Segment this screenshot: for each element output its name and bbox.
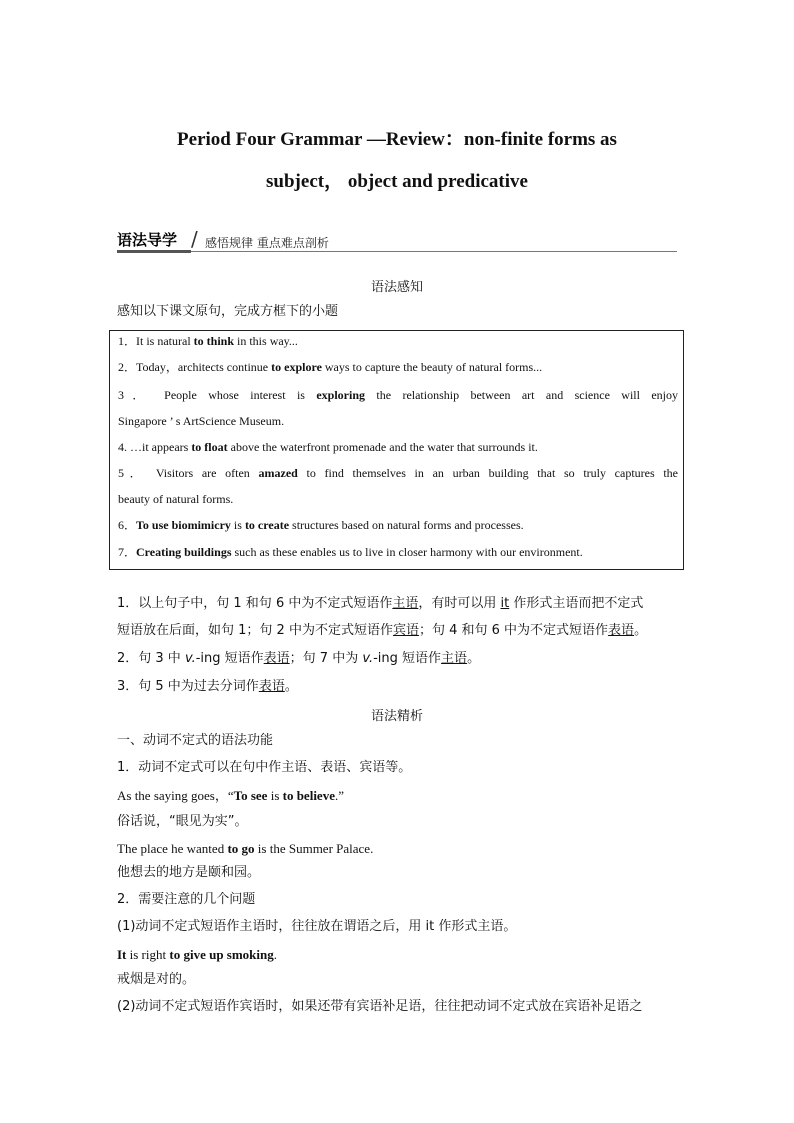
box-sentence-2: 2．Today，architects continue to explore ways to capture the beauty of natural forms... (118, 360, 543, 374)
box-sentence-5: 5． Visitors are often amazed to find themselves in an urban building that so truly captures the (118, 466, 679, 480)
answer-3: 3．句 5 中为过去分词作表语。 (117, 679, 298, 694)
answer-1: 1．以上句子中，句 1 和句 6 中为不定式短语作主语，有时可以用 it 作形式主语而把不定式 (117, 596, 644, 611)
section-banner (117, 229, 677, 255)
banner-subtitle: 感悟规律 重点难点剖析 (205, 236, 329, 250)
box-sentence-4: 4. …it appears to float above the waterfront promenade and the water that surrounds it. (118, 440, 538, 454)
box-sentence-3: 3． People whose interest is exploring the relationship between art and science will enjoy (118, 388, 678, 402)
point-1: 1．动词不定式可以在句中作主语、表语、宾语等。 (117, 760, 412, 775)
page-title-line1: Period Four Grammar —Review：non-finite forms as (177, 129, 617, 150)
box-sentence-5-cont: beauty of natural forms. (118, 492, 234, 506)
banner-divider: / (191, 227, 198, 251)
analysis-heading: 语法精析 (370, 709, 423, 724)
box-sentence-6: 6．To use biomimicry is to create structures based on natural forms and processes. (118, 518, 524, 532)
box-sentence-3-cont: Singapore ’ s ArtScience Museum. (118, 414, 285, 428)
perception-instruction: 感知以下课文原句，完成方框下的小题 (117, 304, 339, 319)
perception-heading: 语法感知 (370, 280, 423, 295)
banner-tag: 语法导学 (117, 231, 178, 249)
example-1: As the saying goes，“To see is to believe.” (117, 788, 344, 803)
example-sentences-box (109, 330, 684, 570)
answer-1-cont: 短语放在后面，如句 1；句 2 中为不定式短语作宾语；句 4 和句 6 中为不定式短语作表语。 (117, 623, 648, 638)
page-title-line2: subject， object and predicative (266, 171, 528, 192)
example-3: It is right to give up smoking. (117, 947, 278, 962)
section-1-heading: 一、动词不定式的语法功能 (117, 733, 274, 748)
example-2-translation: 他想去的地方是颐和园。 (117, 865, 261, 880)
answer-2: 2．句 3 中 v.-ing 短语作表语；句 7 中为 v.-ing 短语作主语。 (117, 651, 481, 666)
point-2: 2．需要注意的几个问题 (117, 892, 256, 907)
box-sentence-7: 7．Creating buildings such as these enables us to live in closer harmony with our environment. (118, 545, 583, 559)
note-1: (1)动词不定式短语作主语时，往往放在谓语之后，用 it 作形式主语。 (117, 919, 517, 934)
box-sentence-1: 1．It is natural to think in this way... (118, 334, 298, 348)
banner-rule-accent (117, 250, 191, 253)
example-2: The place he wanted to go is the Summer Palace. (117, 841, 374, 856)
banner-rule (117, 251, 677, 252)
example-3-translation: 戒烟是对的。 (117, 972, 196, 987)
example-1-translation: 俗话说，“眼见为实”。 (117, 814, 248, 829)
note-2: (2)动词不定式短语作宾语时，如果还带有宾语补足语，往往把动词不定式放在宾语补足语之 (117, 999, 643, 1014)
